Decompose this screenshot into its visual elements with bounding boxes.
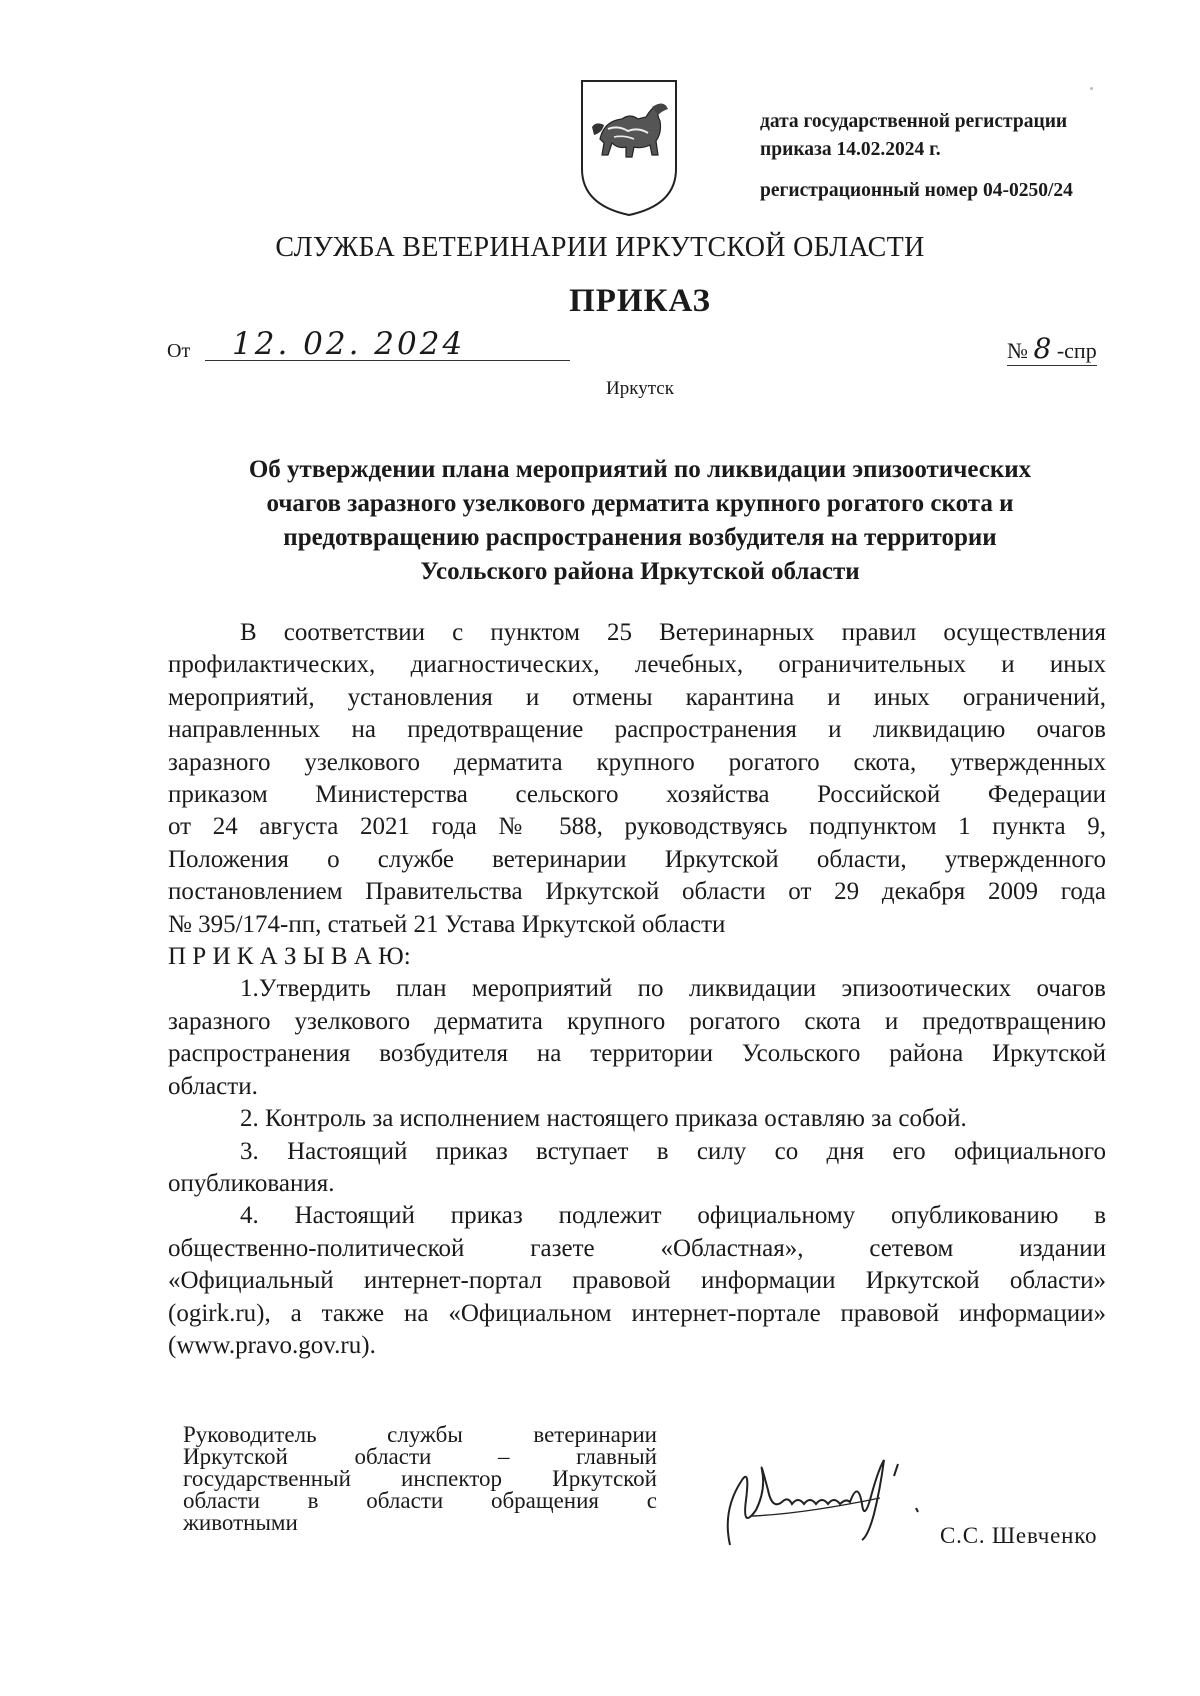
position-line: области в области обращения с bbox=[183, 1488, 657, 1513]
preamble-line: приказом Министерства сельского хозяйства Российской Федерации bbox=[168, 781, 1106, 809]
item-4-line: «Официальный интернет-портал правовой информации Иркутской области» bbox=[168, 1267, 1106, 1295]
title-line: очагов заразного узелкового дерматита крупного рогатого скота и bbox=[266, 490, 1014, 517]
preamble-line: мероприятий, установления и отмены карантина и иных ограничений, bbox=[168, 683, 1106, 711]
item-4-line: (www.pravo.gov.ru). bbox=[168, 1331, 376, 1359]
preamble-line: В соответствии с пунктом 25 Ветеринарных правил осуществления bbox=[240, 619, 1106, 646]
item-1-line: 1.Утвердить план мероприятий по ликвидации эпизоотических очагов bbox=[240, 975, 1106, 1003]
coat-of-arms-icon bbox=[578, 77, 680, 219]
scan-speck bbox=[1090, 87, 1093, 90]
document-type: ПРИКАЗ bbox=[569, 283, 711, 319]
city: Иркутск bbox=[606, 378, 674, 399]
registration-number: регистрационный номер 04-0250/24 bbox=[760, 180, 1073, 201]
position-line: государственный инспектор Иркутской bbox=[183, 1466, 657, 1491]
document-body bbox=[168, 617, 1106, 1362]
signatory-name: С.С. Шевченко bbox=[940, 1523, 1098, 1548]
preamble-line: от 24 августа 2021 года № 588, руководствуясь подпунктом 1 пункта 9, bbox=[168, 813, 1106, 841]
item-1-line: распространения возбудителя на территории Усольского района Иркутской bbox=[168, 1040, 1106, 1068]
registration-block bbox=[760, 108, 1160, 205]
item-3-line: опубликования. bbox=[168, 1169, 335, 1197]
registration-line-1: дата государственной регистрации bbox=[760, 111, 1068, 132]
number-prefix: № bbox=[1007, 338, 1028, 363]
item-4-line: 4. Настоящий приказ подлежит официальному опубликованию в bbox=[240, 1202, 1106, 1230]
registration-line-2: приказа 14.02.2024 г. bbox=[760, 139, 941, 160]
signatory-position bbox=[183, 1424, 657, 1534]
signature-icon bbox=[712, 1440, 942, 1555]
preamble-line: направленных на предотвращение распространения и ликвидацию очагов bbox=[168, 716, 1106, 744]
number-suffix: -спр bbox=[1056, 338, 1097, 363]
position-line: Иркутской области – главный bbox=[183, 1444, 657, 1469]
item-4-line: общественно-политической газете «Областная», сетевом издании bbox=[168, 1234, 1106, 1262]
preamble-line: Положения о службе ветеринарии Иркутской области, утвержденного bbox=[168, 845, 1106, 873]
position-line: животными bbox=[183, 1510, 298, 1535]
preamble-line: заразного узелкового дерматита крупного рогатого скота, утвержденных bbox=[168, 748, 1106, 776]
preamble-line: профилактических, диагностических, лечебных, ограничительных и иных bbox=[168, 651, 1106, 679]
title-line: Усольского района Иркутской области bbox=[420, 558, 860, 585]
item-3-line: 3. Настоящий приказ вступает в силу со дня его официального bbox=[240, 1137, 1106, 1165]
item-4-line: (ogirk.ru), а также на «Официальном интернет-портале правовой информации» bbox=[168, 1299, 1106, 1327]
item-1-line: области. bbox=[168, 1072, 258, 1100]
item-1-line: заразного узелкового дерматита крупного рогатого скота и предотвращению bbox=[168, 1007, 1106, 1035]
title-line: Об утверждении плана мероприятий по ликвидации эпизоотических bbox=[248, 456, 1032, 483]
position-line: Руководитель службы ветеринарии bbox=[183, 1422, 657, 1447]
title-line: предотвращению распространения возбудителя на территории bbox=[283, 524, 997, 551]
order-word: П Р И К А З Ы В А Ю: bbox=[168, 943, 411, 971]
document-title bbox=[170, 453, 1110, 589]
preamble-line: постановлением Правительства Иркутской области от 29 декабря 2009 года bbox=[168, 878, 1106, 906]
item-2: 2. Контроль за исполнением настоящего приказа оставляю за собой. bbox=[240, 1105, 967, 1133]
handwritten-date: 12. 02. 2024 bbox=[232, 326, 466, 362]
service-name: СЛУЖБА ВЕТЕРИНАРИИ ИРКУТСКОЙ ОБЛАСТИ bbox=[275, 232, 925, 263]
preamble-line: № 395/174-пп, статьей 21 Устава Иркутской области bbox=[168, 910, 726, 938]
date-prefix: От bbox=[167, 340, 191, 362]
handwritten-number: 8 bbox=[1033, 332, 1052, 365]
order-number bbox=[1007, 332, 1097, 366]
